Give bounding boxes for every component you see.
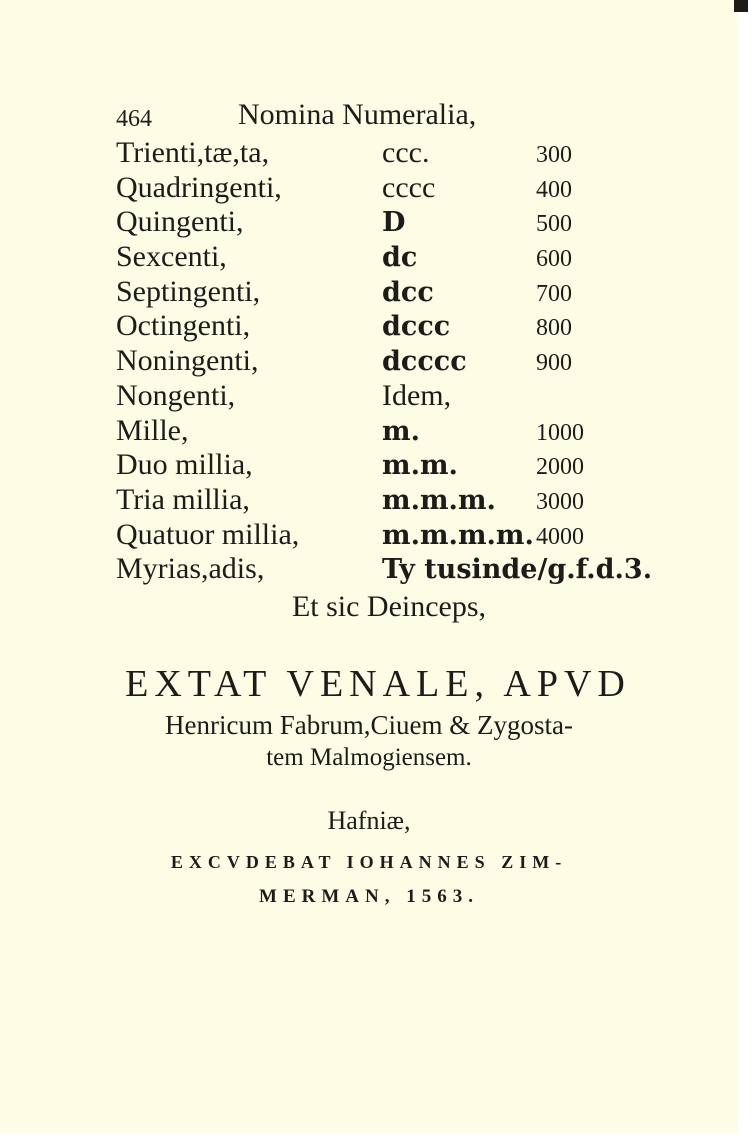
- roman-numeral: ccc.: [382, 136, 430, 169]
- numeral-name: Quingenti,: [116, 205, 244, 239]
- arabic-numeral: 300: [536, 142, 572, 168]
- page-header: [116, 98, 576, 138]
- scan-border-bottom: [0, 1134, 738, 1140]
- closing-line: [0, 590, 738, 624]
- numeral-name: Septingenti,: [116, 274, 261, 308]
- table-row: [116, 205, 676, 240]
- table-row: [116, 448, 676, 483]
- arabic-numeral: 600: [536, 246, 572, 273]
- arabic-numeral: 4000: [536, 523, 584, 550]
- imprint: [0, 662, 738, 774]
- roman-numeral: cccc: [382, 170, 436, 204]
- arabic-numeral: 1000: [536, 419, 584, 446]
- arabic-numeral: 3000: [536, 488, 584, 515]
- numeral-name: Trienti,tæ,ta,: [116, 136, 270, 169]
- imprint-heading: EXTAT VENALE, APVD: [125, 663, 631, 705]
- roman-numeral: m.m.: [382, 450, 458, 482]
- numeral-name: Noningenti,: [116, 344, 259, 378]
- table-row: [116, 275, 676, 310]
- roman-numeral: Ty tusinde/g.f.d.3.: [382, 554, 653, 586]
- arabic-numeral: 2000: [536, 454, 584, 481]
- arabic-numeral: 700: [536, 280, 572, 307]
- table-row: [116, 344, 676, 379]
- roman-numeral: dcc: [382, 276, 434, 308]
- numeral-name: Myrias,adis,: [116, 552, 265, 586]
- table-row: [116, 518, 676, 553]
- roman-numeral: dccc: [382, 311, 451, 343]
- table-row: [116, 309, 676, 344]
- printer-line: MERMAN, 1563.: [259, 886, 479, 907]
- table-row: [116, 240, 676, 275]
- numeral-name: Mille,: [116, 413, 189, 447]
- scan-corner-mark: [734, 0, 748, 12]
- table-row: [116, 414, 676, 449]
- roman-numeral: m.m.m.m.: [382, 519, 534, 551]
- running-title: Nomina Numeralia,: [238, 98, 477, 131]
- numeral-name: Sexcenti,: [116, 240, 227, 274]
- imprint-line: Henricum Fabrum,Ciuem & Zygosta-: [165, 710, 573, 740]
- roman-numeral: m.: [382, 415, 420, 447]
- roman-numeral: Idem,: [382, 378, 452, 412]
- table-row: [116, 379, 676, 414]
- printer-line: EXCVDEBAT IOHANNES ZIM-: [170, 852, 568, 872]
- roman-numeral: dcccc: [382, 346, 467, 378]
- arabic-numeral: 500: [536, 211, 572, 238]
- numeral-table: [116, 136, 676, 587]
- arabic-numeral: 400: [536, 176, 572, 203]
- imprint-line: tem Malmogiensem.: [266, 744, 472, 771]
- numeral-name: Quadringenti,: [116, 170, 282, 204]
- table-row: [116, 552, 676, 587]
- numeral-name: Duo millia,: [116, 448, 253, 482]
- numeral-name: Octingenti,: [116, 309, 251, 343]
- roman-numeral: D: [382, 207, 406, 239]
- closing-text: Et sic Deinceps,: [291, 590, 487, 623]
- table-row: [116, 171, 676, 206]
- arabic-numeral: 900: [536, 350, 572, 377]
- roman-numeral: m.m.m.: [382, 484, 496, 516]
- place-of-printing: Hafniæ,: [327, 806, 411, 835]
- roman-numeral: dc: [382, 242, 418, 274]
- numeral-name: Quatuor millia,: [116, 517, 300, 551]
- table-row: [116, 136, 676, 171]
- table-row: [116, 483, 676, 518]
- numeral-name: Tria millia,: [116, 482, 250, 516]
- arabic-numeral: 800: [536, 315, 572, 342]
- numeral-name: Nongenti,: [116, 378, 236, 412]
- scan-border-right: [738, 0, 752, 1140]
- page-number: 464: [116, 106, 152, 132]
